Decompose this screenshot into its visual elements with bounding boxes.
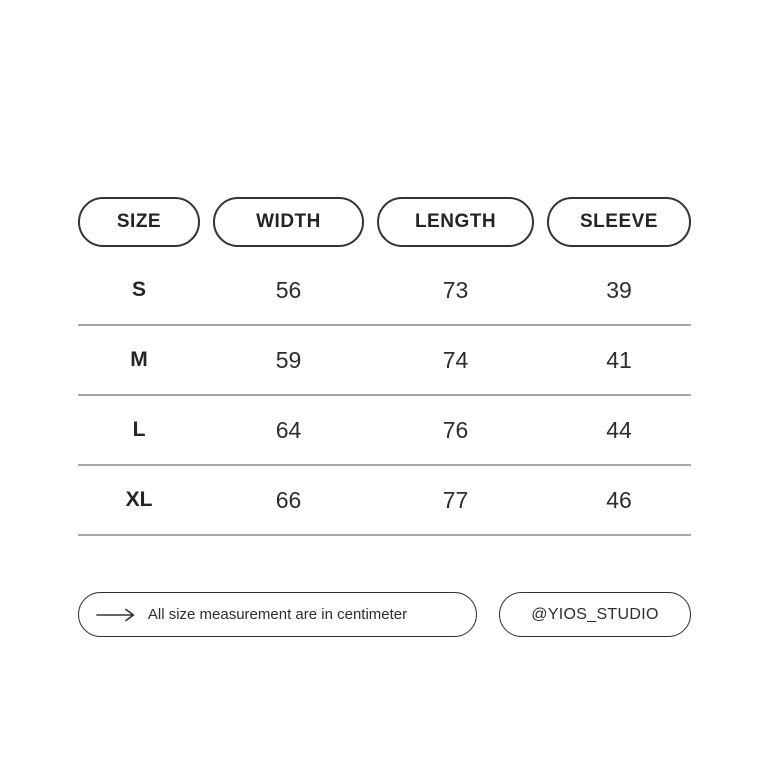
cell-sleeve: 41 (606, 346, 632, 373)
cell-length: 76 (442, 416, 469, 443)
cell-size: S (131, 278, 146, 301)
column-header-width (213, 197, 364, 247)
cell-length: 74 (442, 346, 469, 373)
column-header-length-label: LENGTH (414, 211, 497, 232)
size-table (78, 197, 691, 637)
cell-sleeve: 39 (606, 276, 632, 303)
measurement-note-text: All size measurement are in centimeter (147, 606, 408, 623)
cell-width: 64 (275, 416, 302, 443)
cell-sleeve: 44 (606, 416, 632, 443)
table-header-row (78, 197, 691, 247)
column-header-width-label: WIDTH (256, 211, 321, 232)
cell-width: 66 (275, 486, 302, 513)
column-header-size (78, 197, 200, 247)
measurement-note-pill (78, 592, 477, 637)
table-row-s (78, 256, 691, 326)
column-header-sleeve-label: SLEEVE (580, 211, 658, 232)
footer-row (78, 592, 691, 637)
cell-width: 59 (275, 346, 302, 373)
table-row-l (78, 396, 691, 466)
cell-length: 77 (442, 486, 469, 513)
right-arrow-icon (96, 608, 136, 622)
cell-size: L (132, 418, 146, 441)
cell-sleeve: 46 (606, 486, 632, 513)
column-header-size-label: SIZE (116, 211, 162, 232)
studio-handle-text: @YIOS_STUDIO (531, 605, 659, 623)
column-header-sleeve (547, 197, 691, 247)
studio-handle-pill (499, 592, 691, 637)
table-row-m (78, 326, 691, 396)
cell-width: 56 (275, 276, 302, 303)
cell-length: 73 (442, 276, 469, 303)
column-header-length (377, 197, 534, 247)
table-row-xl (78, 466, 691, 536)
cell-size: M (130, 348, 148, 371)
cell-size: XL (125, 488, 153, 511)
table-body (78, 256, 691, 536)
